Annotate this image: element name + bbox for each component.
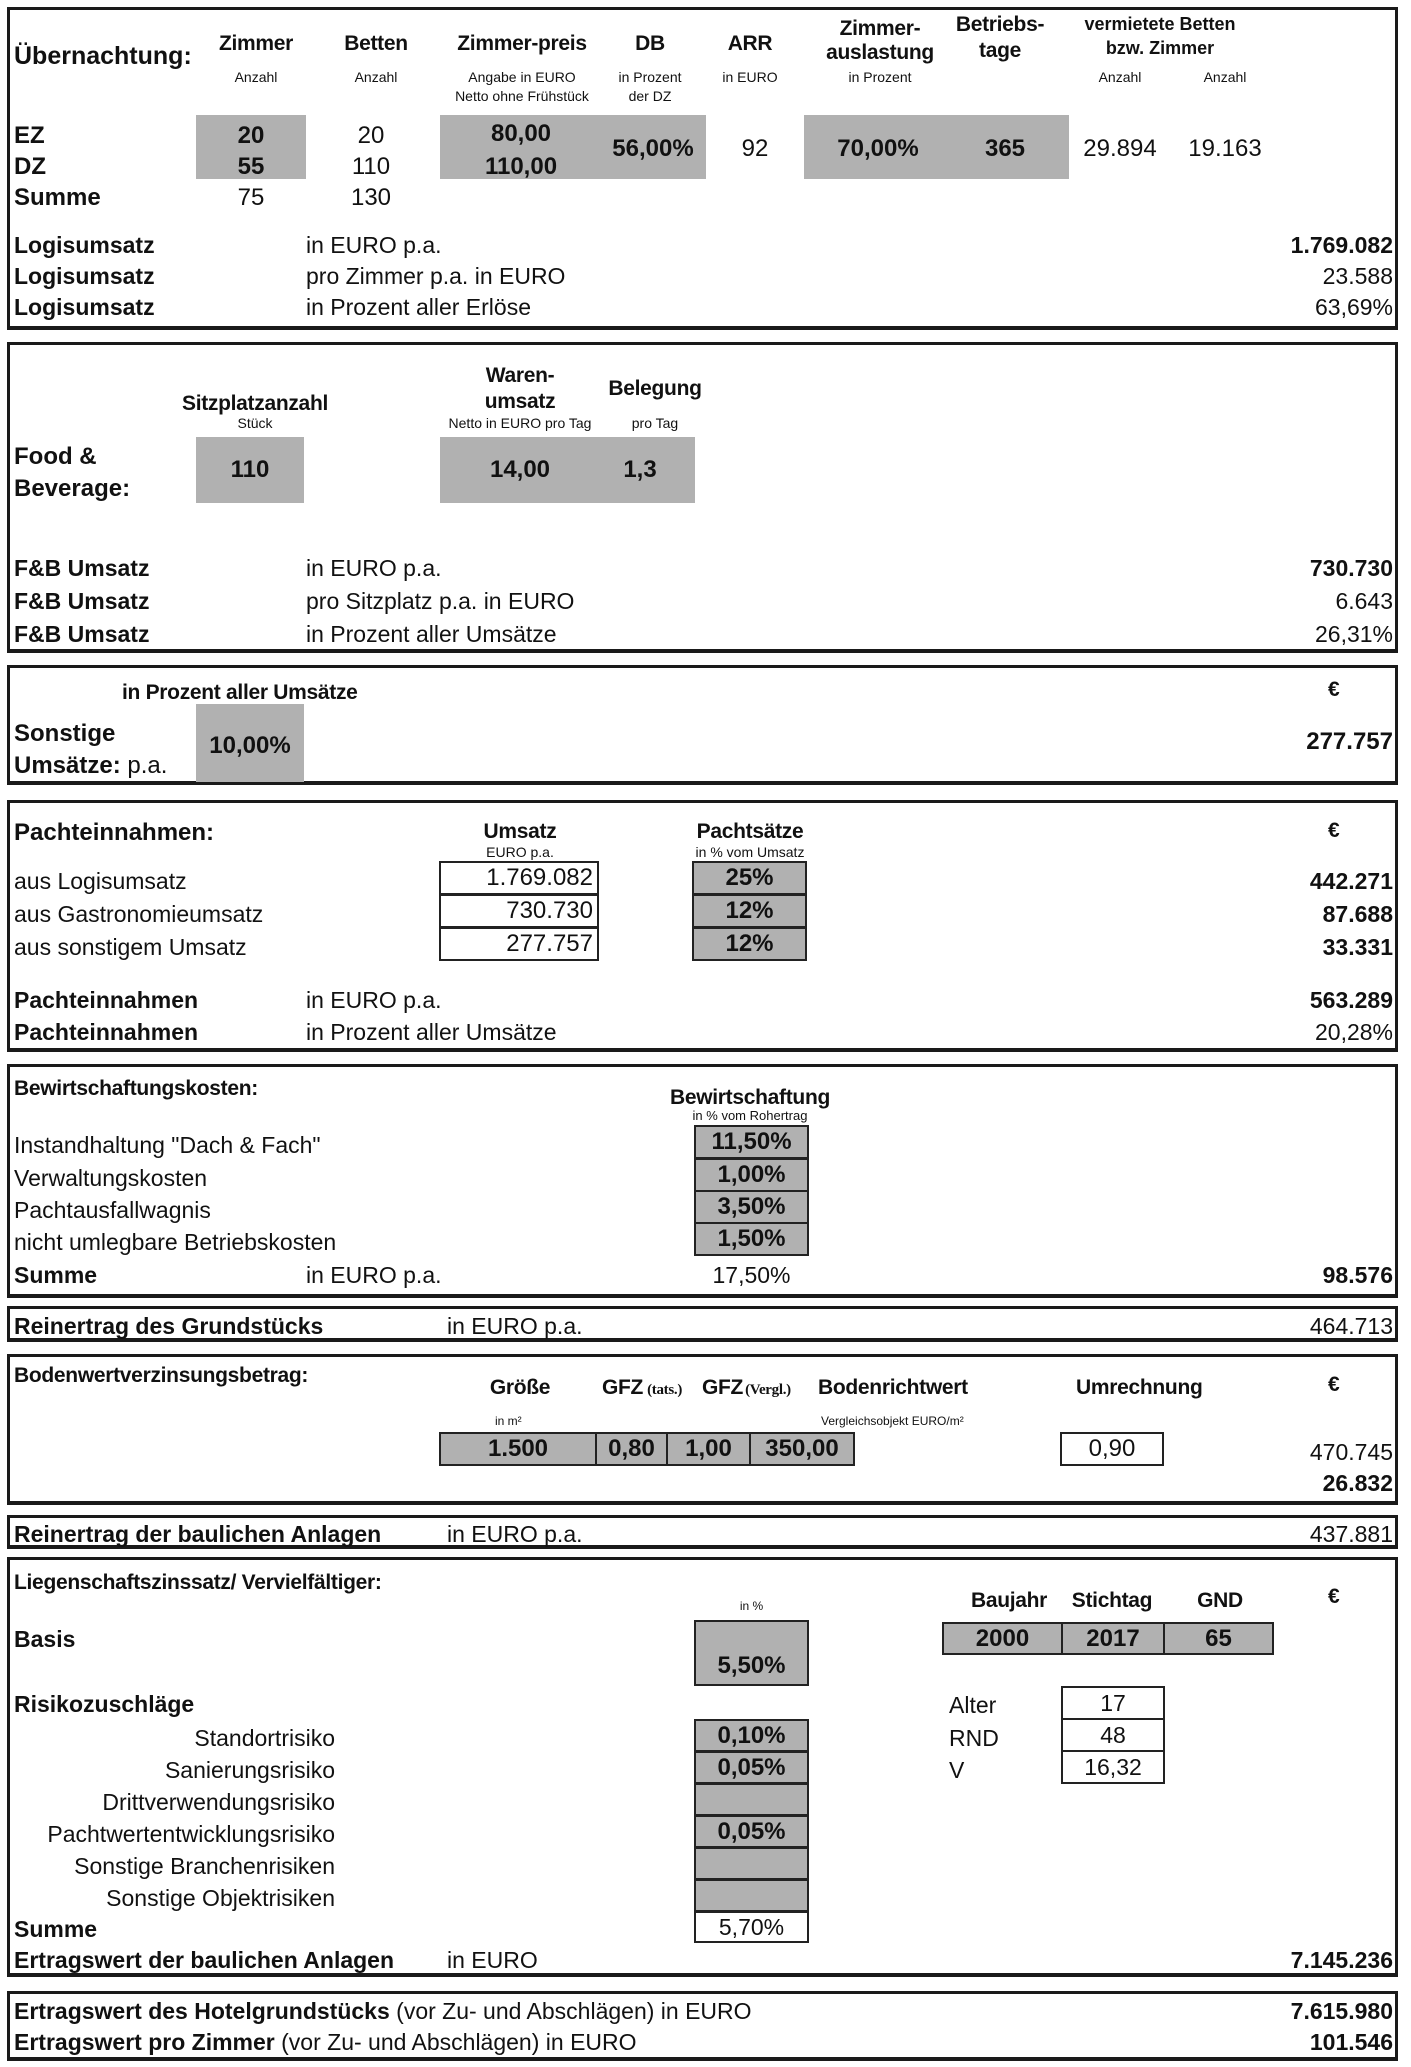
- vermietete-zimmer-value: 19.163: [1188, 135, 1262, 162]
- bodenwert-value: 470.745: [1309, 1439, 1393, 1465]
- sonstige-value: 277.757: [1306, 728, 1393, 755]
- sub-zimmerpreis-1: Angabe in EURO: [468, 69, 576, 85]
- preis-dz-value[interactable]: 110,00: [484, 153, 558, 180]
- sub-vermietete-zimmer: Anzahl: [1203, 69, 1247, 85]
- header-umrechnung: Umrechnung: [1076, 1376, 1203, 1399]
- gfz-vergl-sub: (Vergl.): [745, 1382, 791, 1398]
- pacht-satz-2[interactable]: 12%: [692, 894, 807, 928]
- liegenschaft-summe-label: Summe: [14, 1916, 98, 1942]
- sub-sitzplatz: Stück: [237, 415, 273, 431]
- preis-ez-value[interactable]: 80,00: [490, 120, 552, 147]
- saetze-sub: in % vom Umsatz: [695, 844, 805, 860]
- pacht-value-2: 87.688: [1322, 901, 1393, 927]
- header-vermietete-2: bzw. Zimmer: [1105, 38, 1215, 58]
- risk-value-6[interactable]: [694, 1879, 809, 1912]
- liegenschaft-section: [7, 1557, 1398, 1977]
- row-label-dz: DZ: [14, 153, 46, 180]
- logis-value-2: 23.588: [1322, 263, 1393, 289]
- ertrag-hotel-row: [14, 2000, 752, 2023]
- ertrag-zimmer-label: Ertragswert pro Zimmer: [14, 2029, 275, 2055]
- uebernachtung-section: [7, 7, 1398, 330]
- bew-summe-percent: 17,50%: [712, 1262, 791, 1288]
- bew-value-3[interactable]: 3,50%: [694, 1190, 809, 1224]
- fb-value-1: 730.730: [1309, 555, 1393, 581]
- bew-summe-desc: in EURO p.a.: [306, 1262, 442, 1288]
- fb-value-2: 6.643: [1335, 588, 1393, 614]
- sub-bodenrichtwert: Vergleichsobjekt EURO/m²: [821, 1414, 964, 1428]
- reinertrag-grund-label: Reinertrag des Grundstücks: [14, 1313, 324, 1339]
- header-zimmerauslastung-2: auslastung: [826, 41, 934, 64]
- header-gfz-tats: [602, 1377, 682, 1398]
- header-groesse: Größe: [489, 1376, 551, 1399]
- bew-row-label-4: nicht umlegbare Betriebskosten: [14, 1229, 337, 1255]
- umsatz-header: Umsatz: [483, 820, 557, 843]
- liegenschaft-summe-value: 5,70%: [694, 1911, 809, 1943]
- risk-label-6: Sonstige Objektrisiken: [106, 1885, 335, 1911]
- sub-vermietete-betten: Anzahl: [1098, 69, 1142, 85]
- bew-value-2[interactable]: 1,00%: [694, 1158, 809, 1192]
- header-betriebstage-1: Betriebs-: [955, 13, 1045, 36]
- pacht-umsatz-1: 1.769.082: [439, 861, 599, 895]
- bew-row-label-1: Instandhaltung "Dach & Fach": [14, 1132, 321, 1158]
- baujahr-value[interactable]: 2000: [942, 1622, 1063, 1655]
- bewirtschaftung-sub: in % vom Rohertrag: [692, 1108, 808, 1123]
- header-zimmerpreis: Zimmer-preis: [457, 32, 587, 55]
- currency-euro: €: [1328, 678, 1340, 701]
- pacht-summary-label-2: Pachteinnahmen: [14, 1019, 199, 1045]
- reinertrag-bau-value: 437.881: [1309, 1521, 1393, 1547]
- food-beverage-section: [7, 342, 1398, 653]
- boden-title: Bodenwertverzinsungsbetrag:: [14, 1364, 309, 1387]
- ertrag-bau-desc: in EURO: [447, 1947, 538, 1973]
- bew-row-label-2: Verwaltungskosten: [14, 1165, 208, 1191]
- vermietete-betten-value: 29.894: [1083, 135, 1157, 162]
- fb-label-2: F&B Umsatz: [14, 588, 150, 614]
- groesse-value[interactable]: 1.500: [439, 1432, 597, 1466]
- ertrag-hotel-desc: (vor Zu- und Abschlägen) in EURO: [396, 1998, 752, 2024]
- currency-euro: €: [1328, 819, 1340, 842]
- sub-db-1: in Prozent: [618, 69, 682, 85]
- sub-db-2: der DZ: [628, 88, 672, 104]
- currency-euro: €: [1328, 1373, 1340, 1396]
- bewirtschaftung-title: Bewirtschaftungskosten:: [14, 1077, 258, 1100]
- alter-value: 17: [1061, 1686, 1165, 1720]
- logis-desc-1: in EURO p.a.: [306, 232, 442, 258]
- bew-row-label-3: Pachtausfallwagnis: [14, 1197, 211, 1223]
- bew-summe-value: 98.576: [1322, 1262, 1393, 1288]
- sub-groesse: in m²: [495, 1414, 522, 1428]
- fb-desc-3: in Prozent aller Umsätze: [306, 621, 557, 647]
- risk-value-2[interactable]: 0,05%: [694, 1751, 809, 1784]
- risk-value-3[interactable]: [694, 1783, 809, 1816]
- gfz-label: GFZ: [702, 1376, 744, 1399]
- ertrag-bau-label: Ertragswert der baulichen Anlagen: [14, 1947, 395, 1973]
- logis-label-2: Logisumsatz: [14, 263, 155, 289]
- gfz-tats-value[interactable]: 0,80: [595, 1432, 668, 1466]
- risiko-label: Risikozuschläge: [14, 1691, 195, 1717]
- waren-value[interactable]: 14,00: [489, 456, 551, 483]
- currency-euro: €: [1328, 1585, 1340, 1608]
- alter-label: Alter: [949, 1692, 997, 1718]
- bew-value-4[interactable]: 1,50%: [694, 1222, 809, 1256]
- risk-value-4[interactable]: 0,05%: [694, 1815, 809, 1848]
- sonstige-header: in Prozent aller Umsätze: [122, 681, 358, 704]
- header-belegung: Belegung: [608, 377, 702, 400]
- pacht-summary-label-1: Pachteinnahmen: [14, 987, 199, 1013]
- belegung-value[interactable]: 1,3: [623, 456, 657, 483]
- pacht-summary-value-1: 563.289: [1309, 987, 1393, 1013]
- zimmer-dz-value[interactable]: 55: [237, 153, 265, 180]
- row-label-summe: Summe: [14, 184, 101, 211]
- betten-summe-value: 130: [350, 184, 392, 211]
- fb-value-3: 26,31%: [1314, 621, 1393, 647]
- reinertrag-grund-value: 464.713: [1309, 1313, 1393, 1339]
- fb-title-1: Food &: [14, 443, 97, 470]
- ertrag-hotel-value: 7.615.980: [1290, 1998, 1393, 2024]
- logis-desc-2: pro Zimmer p.a. in EURO: [306, 263, 566, 289]
- row-label-ez: EZ: [14, 122, 45, 149]
- pacht-row-label-3: aus sonstigem Umsatz: [14, 934, 247, 960]
- header-zimmerauslastung-1: Zimmer-: [839, 17, 921, 40]
- ertrag-zimmer-desc: (vor Zu- und Abschlägen) in EURO: [281, 2029, 637, 2055]
- fb-label-1: F&B Umsatz: [14, 555, 150, 581]
- auslastung-value[interactable]: 70,00%: [837, 135, 919, 162]
- betten-dz-value: 110: [351, 153, 391, 180]
- pacht-row-label-2: aus Gastronomieumsatz: [14, 901, 264, 927]
- logis-value-3: 63,69%: [1314, 294, 1393, 320]
- sub-arr: in EURO: [722, 69, 778, 85]
- header-stichtag: Stichtag: [1071, 1589, 1153, 1612]
- pacht-value-3: 33.331: [1322, 934, 1393, 960]
- bewirtschaftung-section: [7, 1064, 1398, 1298]
- risk-label-2: Sanierungsrisiko: [164, 1757, 335, 1783]
- gfz-vergl-value[interactable]: 1,00: [666, 1432, 751, 1466]
- fb-desc-2: pro Sitzplatz p.a. in EURO: [306, 588, 575, 614]
- liegenschaft-title: Liegenschaftszinssatz/ Vervielfältiger:: [14, 1571, 382, 1594]
- pacht-summary-value-2: 20,28%: [1314, 1019, 1393, 1045]
- sub-waren: Netto in EURO pro Tag: [448, 415, 592, 431]
- logis-desc-3: in Prozent aller Erlöse: [306, 294, 531, 320]
- risk-label-5: Sonstige Branchenrisiken: [74, 1853, 335, 1879]
- v-label: V: [949, 1757, 965, 1783]
- bewirtschaftung-header: Bewirtschaftung: [669, 1086, 830, 1109]
- pacht-row-label-1: aus Logisumsatz: [14, 868, 187, 894]
- basis-value[interactable]: 5,50%: [694, 1620, 809, 1686]
- pacht-section: [7, 800, 1398, 1052]
- sub-belegung: pro Tag: [631, 415, 679, 431]
- sonstige-pa: p.a.: [127, 752, 168, 779]
- sonstige-percent[interactable]: 10,00%: [209, 732, 291, 759]
- risk-value-1[interactable]: 0,10%: [694, 1719, 809, 1752]
- header-betriebstage-2: tage: [979, 39, 1021, 62]
- header-sitzplatz: Sitzplatzanzahl: [181, 392, 329, 415]
- header-vermietete-1: vermietete Betten: [1084, 14, 1236, 34]
- logis-label-1: Logisumsatz: [14, 232, 155, 258]
- sub-zimmer: Anzahl: [234, 69, 278, 85]
- rnd-value: 48: [1061, 1718, 1165, 1752]
- header-baujahr: Baujahr: [970, 1589, 1048, 1612]
- section-title: Übernachtung:: [14, 42, 192, 70]
- pacht-satz-3[interactable]: 12%: [692, 927, 807, 961]
- header-gnd: GND: [1197, 1589, 1243, 1612]
- ertrag-bau-value: 7.145.236: [1290, 1947, 1393, 1973]
- sonstige-title-2: Umsätze:: [14, 752, 121, 779]
- header-gfz-vergl: [702, 1377, 791, 1398]
- pacht-umsatz-2: 730.730: [439, 894, 599, 928]
- fb-label-3: F&B Umsatz: [14, 621, 150, 647]
- pacht-summary-desc-2: in Prozent aller Umsätze: [306, 1019, 557, 1045]
- in-percent-label: in %: [739, 1599, 764, 1613]
- reinertrag-grund-desc: in EURO p.a.: [447, 1313, 583, 1339]
- bodenwert-section: [7, 1354, 1398, 1505]
- header-waren-1: Waren-: [485, 364, 555, 387]
- pacht-umsatz-3: 277.757: [439, 927, 599, 961]
- stichtag-value[interactable]: 2017: [1061, 1622, 1165, 1655]
- header-betten: Betten: [344, 32, 408, 55]
- zimmer-ez-value[interactable]: 20: [237, 122, 265, 149]
- umrechnung-value: 0,90: [1060, 1432, 1164, 1466]
- gfz-label: GFZ: [602, 1376, 644, 1399]
- gfz-tats-sub: (tats.): [647, 1382, 683, 1398]
- betten-ez-value: 20: [357, 122, 385, 149]
- risk-label-3: Drittverwendungsrisiko: [102, 1789, 335, 1815]
- basis-label: Basis: [14, 1626, 76, 1652]
- ertrag-zimmer-row: [14, 2031, 637, 2054]
- ertrag-zimmer-value: 101.546: [1309, 2029, 1393, 2055]
- risk-label-1: Standortrisiko: [194, 1725, 335, 1751]
- saetze-header: Pachtsätze: [696, 820, 804, 843]
- db-value[interactable]: 56,00%: [612, 135, 694, 162]
- reinertrag-bau-desc: in EURO p.a.: [447, 1521, 583, 1547]
- bodenrichtwert-value[interactable]: 350,00: [749, 1432, 855, 1466]
- sitzplatz-value[interactable]: 110: [230, 456, 270, 483]
- fb-desc-1: in EURO p.a.: [306, 555, 442, 581]
- sonstige-title-2-row: [14, 754, 167, 778]
- sub-zimmerpreis-2: Netto ohne Frühstück: [455, 88, 589, 104]
- zimmer-summe-value: 75: [237, 184, 265, 211]
- pacht-title: Pachteinnahmen:: [14, 819, 215, 846]
- bew-value-1[interactable]: 11,50%: [694, 1125, 809, 1159]
- header-waren-2: umsatz: [484, 390, 556, 413]
- pacht-summary-desc-1: in EURO p.a.: [306, 987, 442, 1013]
- risk-label-4: Pachtwertentwicklungsrisiko: [47, 1821, 335, 1847]
- logis-label-3: Logisumsatz: [14, 294, 155, 320]
- header-bodenrichtwert: Bodenrichtwert: [818, 1376, 968, 1399]
- reinertrag-bau-label: Reinertrag der baulichen Anlagen: [14, 1521, 382, 1547]
- header-db: DB: [635, 32, 665, 55]
- umsatz-sub: EURO p.a.: [486, 844, 554, 860]
- sonstige-section: [7, 665, 1398, 785]
- rnd-label: RND: [949, 1725, 999, 1751]
- reinertrag-grundstueck-section: [7, 1306, 1398, 1342]
- v-value: 16,32: [1061, 1750, 1165, 1784]
- logis-value-1: 1.769.082: [1290, 232, 1393, 258]
- arr-value: 92: [741, 135, 769, 162]
- sub-auslastung: in Prozent: [848, 69, 912, 85]
- gnd-value[interactable]: 65: [1163, 1622, 1274, 1655]
- risk-value-5[interactable]: [694, 1847, 809, 1880]
- verzinsung-value: 26.832: [1322, 1470, 1393, 1496]
- bew-summe-label: Summe: [14, 1262, 98, 1288]
- betriebstage-value[interactable]: 365: [984, 135, 1026, 162]
- fb-title-2: Beverage:: [14, 475, 131, 502]
- sub-betten: Anzahl: [354, 69, 398, 85]
- pacht-value-1: 442.271: [1309, 868, 1393, 894]
- ertrag-hotel-label: Ertragswert des Hotelgrundstücks: [14, 1998, 390, 2024]
- header-arr: ARR: [727, 32, 773, 55]
- pacht-satz-1[interactable]: 25%: [692, 861, 807, 895]
- ertragswert-section: [7, 1991, 1398, 2061]
- sonstige-title-1: Sonstige: [14, 720, 116, 747]
- header-zimmer: Zimmer: [218, 32, 294, 55]
- reinertrag-bau-section: [7, 1515, 1398, 1549]
